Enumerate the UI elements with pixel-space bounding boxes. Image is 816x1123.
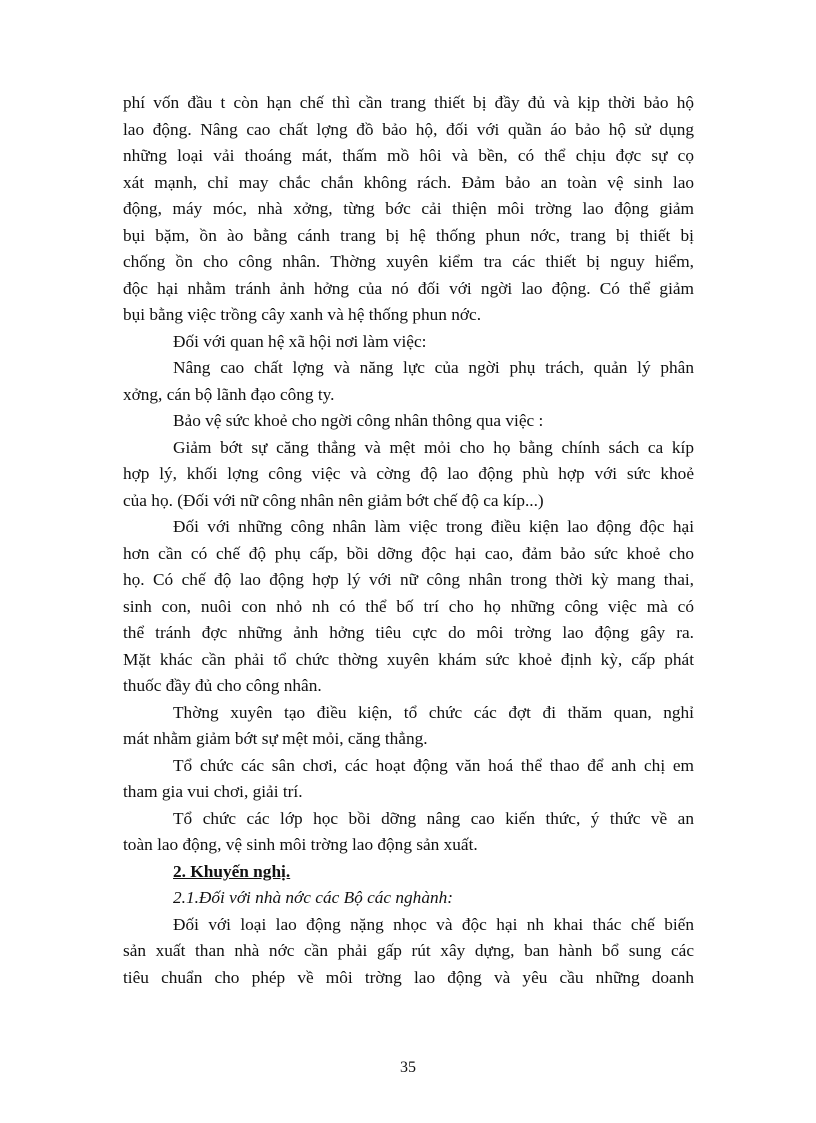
text-line: những loại vải thoáng mát, thấm mồ hôi và bền, có thể chịu đợc sự cọ: [123, 146, 694, 165]
subsection-heading: [123, 885, 694, 912]
subsection-heading-text: 2.1.Đối với nhà nớc các Bộ các nghành:: [173, 888, 453, 907]
section-heading-text: 2. Khuyến nghị.: [173, 861, 291, 881]
paragraph: [123, 329, 694, 356]
paragraph: [123, 912, 694, 992]
text-line: Thờng xuyên tạo điều kiện, tổ chức các đợt đi thăm quan, nghỉ: [173, 702, 694, 722]
text-line: của họ. (Đối với nữ công nhân nên giảm bớt chế độ ca kíp...): [123, 490, 544, 510]
paragraph: [123, 514, 694, 700]
text-line: Bảo vệ sức khoẻ cho ngời công nhân thông qua việc :: [173, 411, 544, 430]
paragraph: [123, 753, 694, 806]
text-line: họ. Có chế độ lao động hợp lý với nữ công nhân trong thời kỳ mang thai,: [123, 570, 694, 589]
text-line: sinh con, nuôi con nhỏ nh có thể bố trí cho họ những công việc mà có: [123, 596, 694, 616]
paragraph: [123, 408, 694, 435]
text-line: Đối với những công nhân làm việc trong điều kiện lao động độc hại: [173, 517, 694, 536]
text-line: động, máy móc, nhà xởng, từng bớc cải thiện môi trờng lao động giảm: [123, 199, 694, 218]
text-line: xởng, cán bộ lãnh đạo công ty.: [123, 384, 335, 404]
text-line: Mặt khác cần phải tổ chức thờng xuyên khám sức khoẻ định kỳ, cấp phát: [123, 649, 694, 669]
text-line: toàn lao động, vệ sinh môi trờng lao động sản xuất.: [123, 835, 478, 854]
text-line: tiêu chuẩn cho phép về môi trờng lao động và yêu cầu những doanh: [123, 967, 694, 987]
text-line: lao động. Nâng cao chất lợng đồ bảo hộ, đối với quần áo bảo hộ sử dụng: [123, 119, 694, 139]
text-line: Nâng cao chất lợng và năng lực của ngời phụ trách, quản lý phân: [173, 358, 694, 377]
text-line: thuốc đầy đủ cho công nhân.: [123, 676, 322, 695]
text-line: tham gia vui chơi, giải trí.: [123, 782, 303, 801]
text-line: Đối với loại lao động nặng nhọc và độc hại nh khai thác chế biến: [173, 914, 694, 934]
text-line: Giảm bớt sự căng thẳng và mệt mỏi cho họ bằng chính sách ca kíp: [173, 437, 694, 457]
page-number: 35: [400, 1059, 416, 1076]
text-line: hợp lý, khối lợng công việc và cờng độ lao động phù hợp với sức khoẻ: [123, 464, 694, 483]
text-line: độc hại nhằm tránh ảnh hởng của nó đối với ngời lao động. Có thể giảm: [123, 278, 694, 298]
section-heading: [123, 859, 694, 886]
text-line: hơn cần có chế độ phụ cấp, bồi dỡng độc hại cao, đảm bảo sức khoẻ cho: [123, 543, 694, 563]
page-body: [123, 90, 694, 991]
text-line: bụi bặm, ồn ào bằng cánh trang bị hệ thống phun nớc, trang bị thiết bị: [123, 225, 694, 245]
text-line: Đối với quan hệ xã hội nơi làm việc:: [173, 331, 427, 351]
paragraph: [123, 806, 694, 859]
text-line: mát nhằm giảm bớt sự mệt mỏi, căng thẳng.: [123, 729, 428, 748]
text-line: Tổ chức các lớp học bồi dỡng nâng cao kiến thức, ý thức về an: [173, 808, 694, 828]
text-line: Tổ chức các sân chơi, các hoạt động văn hoá thể thao để anh chị em: [173, 755, 694, 775]
text-line: phí vốn đầu t còn hạn chế thì cần trang thiết bị đầy đủ và kịp thời bảo hộ: [123, 93, 694, 112]
paragraph: [123, 700, 694, 753]
text-line: bụi bằng việc trồng cây xanh và hệ thống phun nớc.: [123, 305, 482, 324]
text-line: sản xuất than nhà nớc cần phải gấp rút xây dựng, ban hành bổ sung các: [123, 941, 694, 960]
paragraph: [123, 435, 694, 515]
paragraph: [123, 90, 694, 329]
text-line: thể tránh đợc những ảnh hởng tiêu cực do môi trờng lao động gây ra.: [123, 623, 694, 642]
text-line: chống ồn cho công nhân. Thờng xuyên kiểm tra các thiết bị nguy hiểm,: [123, 252, 694, 271]
paragraph: [123, 355, 694, 408]
text-line: xát mạnh, chỉ may chắc chắn không rách. Đảm bảo an toàn vệ sinh lao: [123, 172, 694, 192]
